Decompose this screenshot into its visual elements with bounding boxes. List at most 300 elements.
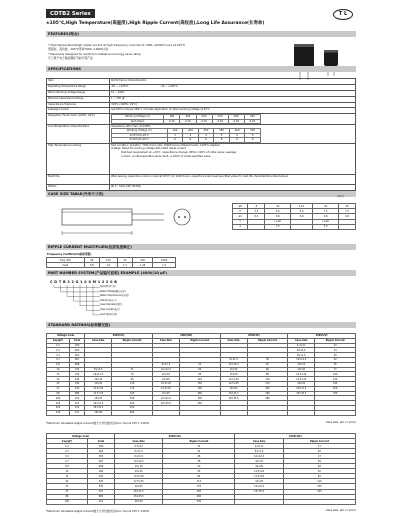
case-size-cell: 0.6: [265, 214, 291, 219]
ratings-cell: 1R0: [87, 444, 114, 449]
ratings-cell: 330: [87, 484, 114, 489]
ratings-cell: 18×35.5: [152, 401, 179, 406]
ratings-cell: 3.3: [47, 353, 70, 358]
low-temp-cell: Z-40℃/Z+20℃: [112, 138, 168, 143]
ratings-cell: [220, 410, 247, 415]
ratings-cell: 68: [47, 391, 70, 396]
ratings-header-cell: Code: [69, 338, 84, 343]
ratings-cell: 10×20: [235, 464, 283, 469]
ratings-group-cell: Voltage Code: [47, 434, 115, 439]
ratings-cell: 100: [87, 469, 114, 474]
case-size-cell: 7.5: [339, 209, 356, 214]
low-temp-cell: 250: [198, 129, 214, 134]
ratings-cell: 55: [315, 362, 356, 367]
spec-col-characteristics: Performance Characteristics: [110, 79, 356, 85]
low-temp-cell: 3: [167, 133, 183, 138]
tand-cell: 0.20: [212, 119, 228, 124]
ratings-cell: [247, 410, 288, 415]
feature-line: 低阻抗、高纹波、105℃寿命7000~10000小时: [48, 47, 109, 52]
tand-cell: 400: [228, 115, 244, 120]
page-title: ±105℃,High Temperature(高温度),High Ripple Current(高纹波),Long Life Assurance(长寿命): [46, 21, 265, 26]
ratings-header-cell: Ripple Current: [315, 338, 356, 343]
ratings-cell: 221: [69, 405, 84, 410]
case-size-cell: 8: [248, 204, 265, 209]
ratings-footnote-2: *Maximum Allowable Ripple Current(最大允许纹波电流)(mA rms) at 105℃ 120Hz Case Size: φD × L(mm): [46, 509, 356, 513]
ratings-cell: 10×16: [235, 459, 283, 464]
ratings-header-cell: Case Size: [235, 439, 283, 444]
feature-line: * High temperature/high ripple current at high frequency, load life of 7000~10000 hours at 105℃: [48, 43, 186, 47]
ratings-footnote: *Maximum Allowable Ripple Current(最大允许纹波电流)(mA rms) at 105℃ 120Hz Case Size: φD × L(mm): [46, 421, 356, 425]
ratings-cell: 6.3×11: [114, 444, 162, 449]
ratings-cell: 18×35.5: [85, 405, 112, 410]
ratings-cell: 10×20: [114, 469, 162, 474]
ratings-group-cell: 450V(2W): [235, 434, 356, 439]
ratings-cell: 16×31.5: [85, 401, 112, 406]
ratings-cell: 100: [47, 396, 70, 401]
case-size-cell: P: [233, 209, 248, 214]
ratings-cell: 200: [163, 489, 235, 494]
ratings-cell: 18×35.5: [114, 494, 162, 499]
ratings-cell: 18×35.5: [235, 489, 283, 494]
case-size-section: φD 8 10 12.5 16 18 P 3.5 5.0 5.0 7.5 7.5 φd 0.6 0.6 0.6 0.8 0.8 L L<20 L≥20 α 1.5 2.0 (mm): [46, 195, 356, 245]
case-size-cell: 16: [313, 204, 339, 209]
header: [46, 9, 356, 27]
ratings-cell: 12.5×20: [152, 381, 179, 386]
ratings-cell: 10×20: [85, 381, 112, 386]
ratings-header-cell: Ripple Current: [163, 439, 235, 444]
tand-cell: 200: [180, 115, 196, 120]
ratings-cell: 450: [179, 401, 220, 406]
feature-line: 专门用于电子镇流器和节能灯等产品: [48, 56, 93, 61]
ratings-cell: 50: [163, 464, 235, 469]
ratings-cell: 6R8: [87, 464, 114, 469]
tand-cell: 0.15: [164, 119, 180, 124]
ratings-group-cell: Voltage Code: [47, 334, 85, 339]
ratings-cell: 300: [112, 396, 153, 401]
part-number-label: Type(型号代号): [100, 285, 116, 288]
low-temp-cell: 3: [183, 133, 199, 138]
spec-row: Capacitance Tolerance ±20% (120Hz, 20℃): [47, 102, 356, 108]
ratings-cell: 22: [47, 377, 70, 382]
ratings-cell: 16×31.5: [235, 484, 283, 489]
ratings-cell: 650: [112, 410, 153, 415]
ratings-cell: 8×11.5: [288, 348, 315, 353]
ratings-cell: 62: [283, 469, 355, 474]
ratings-group-cell: 250V(2E): [220, 334, 288, 339]
case-size-cell: 0.8: [313, 214, 339, 219]
ratings-cell: 10×20: [220, 372, 247, 377]
ratings-cell: 10×12.5: [85, 372, 112, 377]
ratings-cell: 24: [315, 348, 356, 353]
ratings-cell: 82: [283, 474, 355, 479]
tand-cell: 0.15: [196, 119, 212, 124]
case-size-row: [233, 224, 356, 229]
low-temp-cell: 400: [229, 129, 245, 134]
low-temp-cell: 160: [167, 129, 183, 134]
ratings-cell: 10×16: [220, 367, 247, 372]
ratings-cell: 8×11.5: [235, 449, 283, 454]
ratings-cell: 380: [247, 396, 288, 401]
ratings-cell: 43: [179, 362, 220, 367]
ratings-cell: 18×35.5: [220, 396, 247, 401]
ratings-cell: 12.5×25: [114, 479, 162, 484]
ratings-cell: 150: [179, 381, 220, 386]
ratings-cell: 101: [69, 396, 84, 401]
ratings-header-cell: Ripple Current: [179, 338, 220, 343]
ratings-cell: 88: [247, 372, 288, 377]
ripple-cell: 1.3: [117, 263, 132, 268]
ratings-cell: 85: [163, 474, 235, 479]
ratings-cell: 68: [47, 494, 88, 499]
tand-cell: 160: [164, 115, 180, 120]
case-size-cell: 5.0: [265, 209, 291, 214]
ratings-cell: 50: [247, 362, 288, 367]
ratings-header-cell: Case Size: [152, 338, 179, 343]
ratings-cell: 2R2: [69, 348, 84, 353]
low-temp-cell: 5: [214, 133, 230, 138]
ratings-cell: 6R8: [69, 362, 84, 367]
ratings-cell: 66: [247, 367, 288, 372]
ratings-cell: 10: [47, 469, 88, 474]
ripple-cell: 1.45: [133, 263, 153, 268]
ratings-cell: 10×16: [85, 377, 112, 382]
part-number-leader-line: [61, 285, 101, 292]
ratings-cell: 42: [315, 357, 356, 362]
ratings-cell: 16×25: [235, 479, 283, 484]
ratings-cell: 2.2: [47, 348, 70, 353]
tand-cell: 0.15: [180, 119, 196, 124]
ratings-cell: 20: [283, 449, 355, 454]
ratings-header-cell: Case Size: [220, 338, 247, 343]
ratings-cell: 331: [69, 410, 84, 415]
part-number-label: Rated Voltage(额定电压): [100, 289, 126, 293]
ratings-cell: 10×12.5: [235, 454, 283, 459]
ratings-cell: 10×12.5: [152, 367, 179, 372]
case-size-cell: [248, 224, 265, 229]
ratings-header-cell: Cap(μF): [47, 439, 88, 444]
ripple-cell: 120: [99, 258, 117, 263]
case-size-cell: [339, 224, 356, 229]
low-temp-row: [112, 138, 261, 143]
ratings-cell: 36: [283, 459, 355, 464]
ratings-cell: 400: [112, 401, 153, 406]
ratings-cell: 150: [69, 372, 84, 377]
ratings-cell: 140: [315, 377, 356, 382]
ratings-cell: 260: [179, 391, 220, 396]
ratings-cell: 220: [47, 405, 70, 410]
ratings-cell: 125: [247, 377, 288, 382]
ratings-group-cell: 160V(2C): [85, 334, 153, 339]
ratings-header-cell: Ripple Current: [112, 338, 153, 343]
ratings-cell: 12.5×20: [85, 386, 112, 391]
ripple-table: [46, 257, 176, 268]
ratings-cell: 16×31.5: [152, 396, 179, 401]
ratings-cell: 30: [315, 353, 356, 358]
ratings-cell: 16×25: [114, 484, 162, 489]
ratings-cell: 16×25: [288, 381, 315, 386]
ratings-cell: 22: [47, 479, 88, 484]
series-badge: CDTB2 Series: [46, 9, 95, 18]
ratings-cell: 170: [247, 381, 288, 386]
part-number-example: C D T B 2 2 G 1 0 0 M 1 2 2 0 B: [50, 280, 118, 284]
low-temp-cell: 450: [245, 129, 261, 134]
ratings-cell: 8×11.5: [288, 353, 315, 358]
spec-row: Operating Temperature Range -40 ~ +105℃ -25 ~ +105℃: [47, 84, 356, 90]
low-temp-cell: Working Voltage (V): [112, 129, 168, 134]
ratings-cell: 8×11.5: [220, 357, 247, 362]
ratings-cell: 72: [315, 367, 356, 372]
ratings-cell: 12.5×20: [220, 377, 247, 382]
table-row: [47, 499, 356, 504]
ratings-cell: 38: [163, 459, 235, 464]
ratings-cell: 12.5×20: [114, 474, 162, 479]
case-size-cell: 7.5: [313, 209, 339, 214]
ripple-cell: 1K: [117, 258, 132, 263]
ratings-cell: 15: [47, 372, 70, 377]
ripple-cell: 1.0: [99, 263, 117, 268]
case-size-cell: 10: [265, 204, 291, 209]
ratings-cell: 4R7: [87, 459, 114, 464]
ratings-group-cell: 200V(2D): [152, 334, 220, 339]
low-temp-cell: 6: [167, 138, 183, 143]
case-size-cell: 0.6: [248, 214, 265, 219]
ratings-cell: 10×20: [152, 377, 179, 382]
case-size-cell: 3.5: [248, 209, 265, 214]
spec-row-others: Others JIS C - 5101 (IEC 60384): [47, 184, 356, 190]
ratings-cell: 115: [163, 479, 235, 484]
ripple-cell: 50: [84, 258, 99, 263]
standard-ratings-heading: STANDARD RATINGS(标准额定值): [46, 322, 356, 328]
ratings-group-cell: 350V(2V): [288, 334, 356, 339]
ratings-cell: 48: [283, 464, 355, 469]
low-temp-table: [111, 128, 261, 143]
ratings-cell: 12.5×25: [288, 377, 315, 382]
ratings-cell: [152, 410, 179, 415]
ratings-cell: 12: [163, 444, 235, 449]
ratings-cell: 36: [247, 357, 288, 362]
standard-ratings-table: [46, 333, 356, 416]
ratings-cell: 10×16: [288, 362, 315, 367]
ratings-cell: 10×20: [288, 367, 315, 372]
low-temp-cell: 6: [198, 138, 214, 143]
ratings-cell: 10×16: [114, 464, 162, 469]
ratings-cell: 33: [47, 381, 70, 386]
ratings-cell: 520: [112, 405, 153, 410]
ratings-cell: 22: [163, 449, 235, 454]
ratings-cell: 680: [69, 391, 84, 396]
ratings-cell: 80: [179, 372, 220, 377]
ratings-cell: 470: [69, 386, 84, 391]
ratings-cell: 12.5×20: [288, 372, 315, 377]
ratings-cell: [315, 410, 356, 415]
ripple-heading: RIPPLE CURRENT MULTIPLIER(纹波电流修正): [46, 244, 356, 250]
low-temp-cell: 350: [214, 129, 230, 134]
ratings-cell: 110: [283, 479, 355, 484]
part-number-leader-line: [87, 285, 101, 310]
ratings-cell: 12.5×25: [152, 386, 179, 391]
case-size-cell: [291, 224, 313, 229]
tand-cell: 350: [212, 115, 228, 120]
ratings-cell: 330: [47, 410, 70, 415]
ratings-header-cell: Cap(μF): [47, 338, 70, 343]
ratings-cell: 10×12.5: [220, 362, 247, 367]
low-temp-cell: 8: [229, 138, 245, 143]
ratings-cell: [283, 499, 355, 504]
ratings-header-cell: Case Size: [85, 338, 112, 343]
case-size-cell: 5.0: [291, 209, 313, 214]
ripple-cell: 100K: [153, 258, 176, 263]
ratings-cell: 330: [163, 499, 235, 504]
case-size-cell: L<20: [265, 219, 291, 224]
ratings-header-cell: Case Size: [114, 439, 162, 444]
tand-cell: 0.20: [244, 119, 260, 124]
ripple-cell: Coef.: [47, 263, 85, 268]
features-list: [48, 43, 278, 61]
spec-row: Nominal Capacitance Range 1 ~ 330 μF: [47, 96, 356, 102]
ratings-cell: 100: [69, 367, 84, 372]
specifications-table: [46, 78, 356, 191]
part-number-leader-line: [67, 285, 100, 297]
ratings-cell: 680: [87, 494, 114, 499]
case-size-heading: CASE SIZE TABLE(外形尺寸表): [46, 191, 356, 197]
case-size-table: [232, 203, 356, 230]
ratings-cell: 8×11.5: [114, 454, 162, 459]
ratings-cell: 225: [112, 391, 153, 396]
ratings-cell: 3R3: [69, 353, 84, 358]
ratings-cell: [235, 499, 283, 504]
part-number-labels: [100, 285, 129, 317]
case-size-cell: 0.8: [339, 214, 356, 219]
ratings-cell: [179, 410, 220, 415]
ratings-cell: 10×16: [152, 372, 179, 377]
tand-value-row: [112, 119, 261, 124]
ratings-cell: 16×25: [152, 391, 179, 396]
ratings-cell: 150: [87, 474, 114, 479]
ratings-cell: 18×40: [114, 499, 162, 504]
ratings-cell: 16×31.5: [288, 386, 315, 391]
ratings-header-cell: Code: [87, 439, 114, 444]
spec-row-shelf: Shelf Life After leaving capacitors under no load at 105℃ for 1000 hours, capacitors shall meet specified value for load life characteristics listed above.: [47, 174, 356, 184]
ratings-cell: 150: [283, 484, 355, 489]
ratings-cell: 100: [47, 499, 88, 504]
part-number-leader-line: [80, 285, 100, 306]
ratings-cell: 340: [179, 396, 220, 401]
ratings-cell: 16×31.5: [220, 391, 247, 396]
ratings-cell: 220: [87, 479, 114, 484]
ratings-cell: 2R2: [87, 449, 114, 454]
ratings-cell: 330: [69, 381, 84, 386]
tand-cell: Working Voltage (V): [112, 115, 164, 120]
ratings-cell: 2.2: [47, 449, 88, 454]
case-size-cell: L≥20: [313, 219, 339, 224]
part-number-label: Case Length(长度): [100, 307, 120, 311]
ratings-cell: 150: [47, 401, 70, 406]
ratings-header-cell: Ripple Current: [283, 439, 355, 444]
ratings-cell: 12.5×25: [220, 381, 247, 386]
ratings-cell: 12.5×25: [85, 391, 112, 396]
ratings-cell: 27: [283, 454, 355, 459]
low-temp-cell: 8: [214, 138, 230, 143]
ratings-cell: 47: [47, 489, 88, 494]
ratings-cell: 101: [87, 499, 114, 504]
ratings-cell: 151: [69, 401, 84, 406]
ratings-cell: 195: [179, 386, 220, 391]
ratings-cell: 6.3×11: [288, 343, 315, 348]
low-temp-cell: Z-25℃/Z+20℃: [112, 133, 168, 138]
ratings-cell: 8×11.5: [85, 367, 112, 372]
ratings-cell: 51: [112, 367, 153, 372]
ratings-cell: 155: [163, 484, 235, 489]
ratings-cell: 70: [112, 372, 153, 377]
spec-row: Rated Working Voltage Range 10 ~ 450V: [47, 90, 356, 96]
ratings-cell: 100: [315, 372, 356, 377]
ratings-cell: 330: [315, 391, 356, 396]
brand-logo: T L: [333, 9, 353, 20]
case-dimension-drawing: [52, 203, 202, 243]
ratings-cell: 16×25: [85, 396, 112, 401]
ratings-cell: 290: [247, 391, 288, 396]
ratings-cell: 11: [283, 444, 355, 449]
ratings-cell: [288, 410, 315, 415]
ratings-cell: 10: [47, 367, 70, 372]
ripple-cell: Freq.(Hz): [47, 258, 85, 263]
ratings-cell: 13: [315, 343, 356, 348]
ratings-cell: 260: [163, 494, 235, 499]
ratings-cell: 12.5×25: [235, 474, 283, 479]
spec-row-low-temp: Low Temperature Characteristics Impedance ratio max. at 120Hz Working Voltage (V) 160 200 250 350 400 450 Z-25℃/Z+20℃ 3 3 3 5 5 5 Z-40℃/Z+20℃ 6 6 6 8 8 8: [47, 125, 356, 144]
ratings-cell: 28: [163, 454, 235, 459]
ratings-cell: 470: [87, 489, 114, 494]
tand-cell: 250: [196, 115, 212, 120]
ratings-cell: 47: [47, 386, 70, 391]
ratings-cell: 195: [283, 489, 355, 494]
low-temp-note: Impedance ratio max. at 120Hz: [111, 125, 151, 129]
ratings-cell: 8×11.5: [152, 362, 179, 367]
case-size-cell: 0.6: [291, 214, 313, 219]
ratings-cell: 195: [315, 381, 356, 386]
ratings-group-cell: 400V(2G): [114, 434, 234, 439]
ratings-cell: 33: [47, 484, 88, 489]
ratings-cell: 4R7: [69, 357, 84, 362]
tand-cell: tanδ (Max): [112, 119, 164, 124]
ripple-cell: 0.8: [84, 263, 99, 268]
standard-ratings-table-2: [46, 433, 356, 505]
ratings-cell: 65: [163, 469, 235, 474]
ratings-header-cell: Ripple Current: [247, 338, 288, 343]
ratings-cell: 250: [315, 386, 356, 391]
low-temp-cell: 200: [183, 129, 199, 134]
ratings-cell: 18×35.5: [288, 391, 315, 396]
ratings-cell: 15: [47, 474, 88, 479]
part-number-label: Case Diameter(直径): [100, 303, 123, 307]
ratings-cell: 220: [69, 377, 84, 382]
ratings-cell: 1.0: [47, 343, 70, 348]
ratings-cell: 220: [247, 386, 288, 391]
table-row: [47, 410, 356, 415]
ratings-cell: 6.3×11: [235, 444, 283, 449]
ratings-cell: 16×25: [220, 386, 247, 391]
ratings-header-cell: Case Size: [288, 338, 315, 343]
ratings-cell: 1R0: [69, 343, 84, 348]
ratings-cell: 170: [112, 386, 153, 391]
part-number-heading: PART NUMBER SYSTEM(产品编号说明) EXAMPLE (400V/10 μF): [46, 270, 356, 276]
ripple-cell: 1.5: [153, 263, 176, 268]
ratings-cell: 130: [112, 381, 153, 386]
ratings-cell: 60: [179, 367, 220, 372]
low-temp-cell: 3: [198, 133, 214, 138]
ratings-cell: 110: [179, 377, 220, 382]
spec-col-item: Item: [47, 79, 110, 85]
